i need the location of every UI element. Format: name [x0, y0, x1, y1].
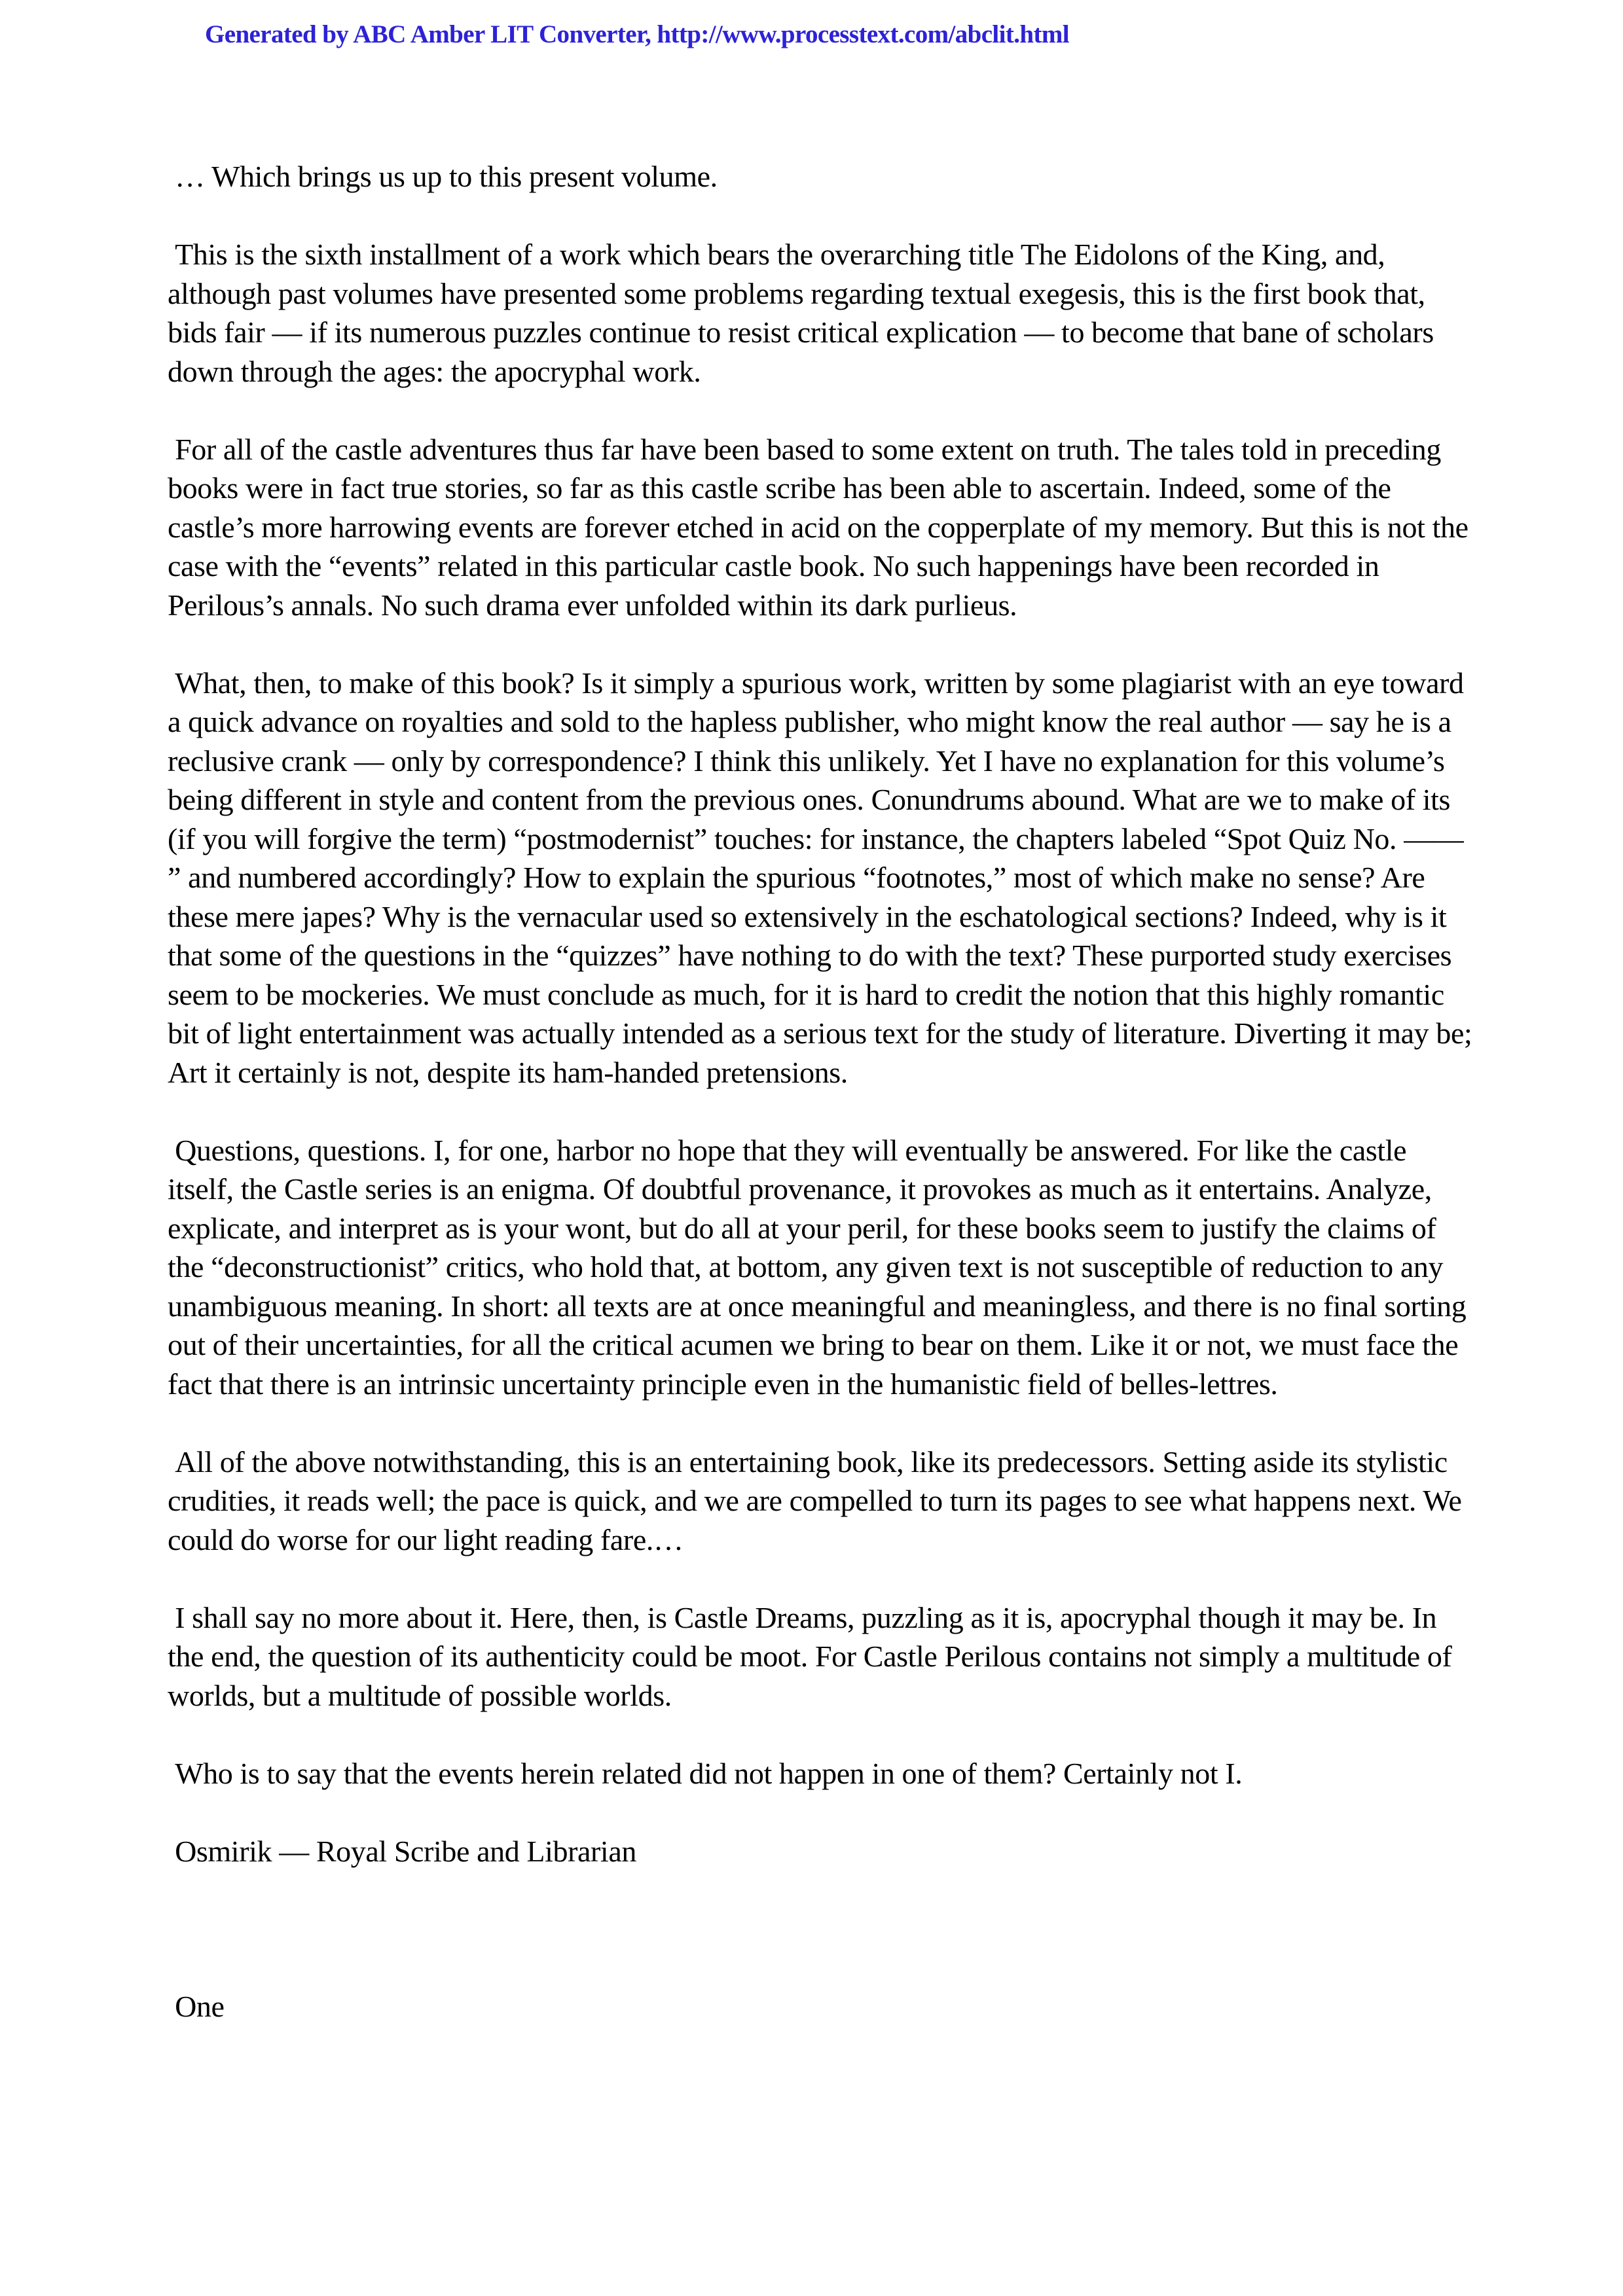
paragraph: Questions, questions. I, for one, harbor no hope that they will eventually be answered. For like the castle itself, the Castle series is an enigma. Of doubtful provenance, it provokes as much as it entertains. Analyze, explicate, and interpret as is your wont, but do all at your peril, for these books seem to justify the claims of the “deconstructionist” critics, who hold that, at bottom, any given text is not susceptible of reduction to any unambiguous meaning. In short: all texts are at once meaningful and meaningless, and there is no final sorting out of their uncertainties, for all the critical acumen we bring to bear on them. Like it or not, we must face the fact that there is an intrinsic uncertainty principle even in the humanistic field of belles-lettres. [168, 1133, 1474, 1401]
paragraph: This is the sixth installment of a work which bears the overarching title The Eidolons of the King, and, although past volumes have presented some problems regarding textual exegesis, this is the first book that, bids fair — if its numerous puzzles continue to resist critical explication — to become that bane of scholars down through the ages: the apocryphal work. [168, 238, 1441, 388]
converter-header: Generated by ABC Amber LIT Converter, http://www.processtext.com/abclit.html [205, 20, 1070, 48]
chapter-heading: One [168, 1990, 225, 2023]
document-body [168, 157, 1477, 2065]
paragraph: All of the above notwithstanding, this is an entertaining book, like its predecessors. Setting aside its stylistic crudities, it reads well; the pace is quick, and we are compelled to turn its pages to see what happens next. We could do worse for our light reading fare.… [168, 1444, 1469, 1556]
signature: Osmirik — Royal Scribe and Librarian [168, 1834, 636, 1868]
paragraph: Who is to say that the events herein related did not happen in one of them? Certainly not I. [168, 1756, 1243, 1790]
paragraph: I shall say no more about it. Here, then, is Castle Dreams, puzzling as it is, apocryphal though it may be. In the end, the question of its authenticity could be moot. For Castle Perilous contains not simply a multitude of worlds, but a multitude of possible worlds. [168, 1600, 1459, 1712]
paragraph: … Which brings us up to this present volume. [168, 160, 718, 193]
paragraph: What, then, to make of this book? Is it simply a spurious work, written by some plagiarist with an eye toward a quick advance on royalties and sold to the hapless publisher, who might know the real author — say he is a reclusive crank — only by correspondence? I think this unlikely. Yet I have no explanation for this volume’s being different in style and content from the previous ones. Conundrums abound. What are we to make of its (if you will forgive the term) “postmodernist” touches: for instance, the chapters labeled “Spot Quiz No. —— ” and numbered accordingly? How to explain the spurious “footnotes,” most of which make no sense? Are these mere japes? Why is the vernacular used so extensively in the eschatological sections? Indeed, why is it that some of the questions in the “quizzes” have nothing to do with the text? These purported study exercises seem to be mockeries. We must conclude as much, for it is hard to credit the notion that this highly romantic bit of light entertainment was actually intended as a serious text for the study of literature. Diverting it may be; Art it certainly is not, despite its ham-handed pretensions. [168, 666, 1478, 1089]
paragraph: For all of the castle adventures thus far have been based to some extent on truth. The tales told in preceding books were in fact true stories, so far as this castle scribe has been able to ascertain. Indeed, some of the castle’s more harrowing events are forever etched in acid on the copperplate of my memory. But this is not the case with the “events” related in this particular castle book. No such happenings have been recorded in Perilous’s annals. No such drama ever unfolded within its dark purlieus. [168, 432, 1476, 622]
